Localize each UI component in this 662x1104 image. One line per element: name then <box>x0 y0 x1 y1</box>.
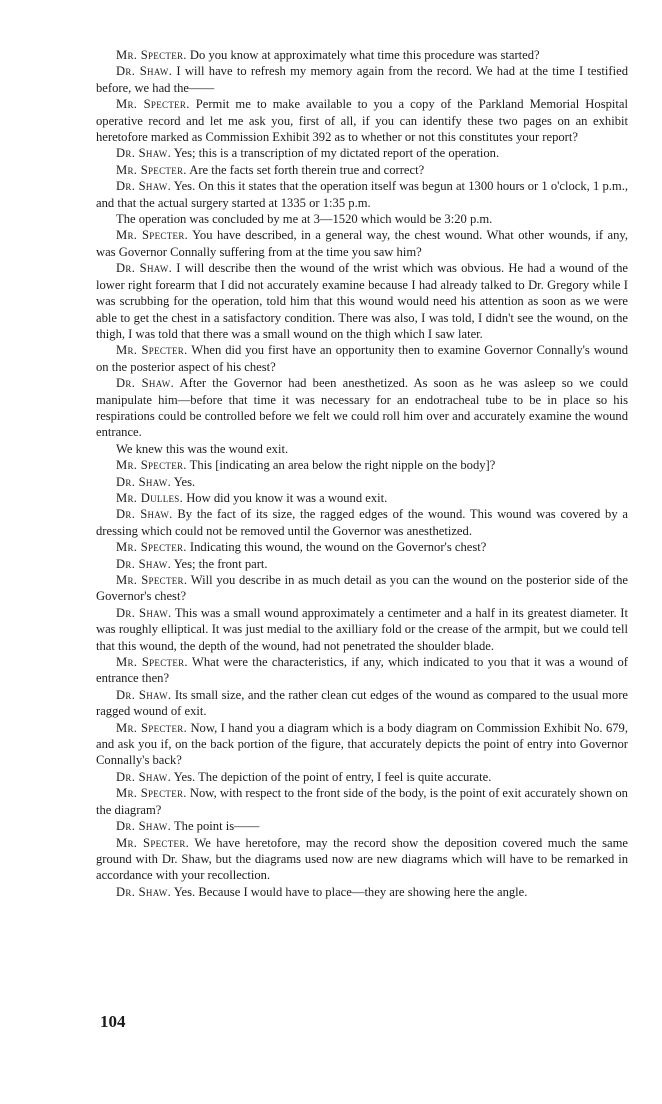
transcript-paragraph <box>96 96 628 145</box>
speaker-name: Mr. Specter. <box>116 162 187 177</box>
transcript-paragraph <box>96 145 628 161</box>
speaker-name: Dr. Shaw. <box>116 884 172 899</box>
transcript-paragraph <box>96 785 628 818</box>
speaker-name: Dr. Shaw. <box>116 474 172 489</box>
speaker-name: Mr. Specter. <box>116 786 187 801</box>
transcript-body <box>96 47 628 900</box>
speaker-name: Mr. Specter. <box>116 573 188 587</box>
speaker-name: Dr. Shaw. <box>116 819 172 834</box>
transcript-paragraph <box>96 441 628 457</box>
testimony-text: This [indicating an area below the right nipple on the body]? <box>186 458 496 473</box>
transcript-paragraph <box>96 63 628 96</box>
transcript-paragraph <box>96 260 628 342</box>
testimony-text: When did you first have an opportunity then to examine Governor Connally's wound on the posterior aspect of his chest? <box>96 343 628 374</box>
speaker-name: Mr. Specter. <box>116 458 187 473</box>
speaker-name: Mr. Specter. <box>116 228 189 243</box>
speaker-name: Mr. Specter. <box>116 48 187 62</box>
testimony-text: I will have to refresh my memory again from the record. We had at the time I testified before, we had the—— <box>96 64 628 95</box>
testimony-text: I will describe then the wound of the wrist which was obvious. He had a wound of the lower right forearm that I did not accurately examine because I had already talked to Dr. Gregory while I was scrubbing for the operation, told him that this wound would need his attention as soon as we were able to get the chest in a satisfactory condition. There was also, I was told, I didn't see the wound, on the thigh, I was told that there was a small wound on the thigh which I saw later. <box>96 261 628 341</box>
page-number: 104 <box>100 1012 126 1031</box>
speaker-name: Dr. Shaw. <box>116 146 172 161</box>
testimony-text: Permit me to make available to you a copy of the Parkland Memorial Hospital operative record and let me ask you, first of all, if you can identify these two pages on an exhibit heretofore marked as Commission Exhibit 392 as to whether or not this constitutes your report? <box>96 97 628 145</box>
testimony-text: Yes. Because I would have to place—they are showing here the angle. <box>171 884 528 899</box>
transcript-paragraph <box>96 835 628 884</box>
testimony-text: What were the characteristics, if any, which indicated to you that it was a wound of entrance then? <box>96 655 628 686</box>
transcript-paragraph <box>96 769 628 785</box>
testimony-text: Do you know at approximately what time this procedure was started? <box>186 48 540 62</box>
transcript-paragraph <box>96 178 628 211</box>
testimony-text: By the fact of its size, the ragged edges of the wound. This wound was covered by a dressing which could not be removed until the Governor was anesthetized. <box>96 507 628 538</box>
transcript-paragraph <box>96 654 628 687</box>
testimony-text: Yes; the front part. <box>171 556 268 571</box>
testimony-text: You have described, in a general way, the chest wound. What other wounds, if any, was Governor Connally suffering from at the time you saw him? <box>96 228 629 259</box>
speaker-name: Dr. Shaw. <box>116 769 172 784</box>
transcript-paragraph <box>96 47 628 63</box>
speaker-name: Mr. Specter. <box>116 343 188 358</box>
testimony-text: Yes. On this it states that the operation itself was begun at 1300 hours or 1 o'clock, 1 p.m., and that the actual surgery started at 1335 or 1:35 p.m. <box>96 179 628 210</box>
testimony-text: We knew this was the wound exit. <box>116 441 289 456</box>
speaker-name: Mr. Specter. <box>116 655 188 670</box>
transcript-paragraph <box>96 375 628 441</box>
testimony-text: Are the facts set forth therein true and correct? <box>186 162 425 177</box>
transcript-paragraph <box>96 474 628 490</box>
speaker-name: Dr. Shaw. <box>116 556 172 571</box>
transcript-paragraph <box>96 162 628 178</box>
speaker-name: Mr. Specter. <box>116 540 187 555</box>
testimony-text: Now, with respect to the front side of the body, is the point of exit accurately shown on the diagram? <box>96 786 628 817</box>
speaker-name: Mr. Specter. <box>116 720 188 735</box>
transcript-paragraph <box>96 720 628 769</box>
transcript-paragraph <box>96 457 628 473</box>
speaker-name: Dr. Shaw. <box>116 605 172 620</box>
transcript-paragraph <box>96 211 628 227</box>
transcript-paragraph <box>96 818 628 834</box>
speaker-name: Dr. Shaw. <box>116 687 172 702</box>
testimony-text: How did you know it was a wound exit. <box>183 490 388 505</box>
speaker-name: Dr. Shaw. <box>116 376 175 391</box>
transcript-paragraph <box>96 884 628 900</box>
transcript-paragraph <box>96 687 628 720</box>
testimony-text: Yes. <box>171 474 196 489</box>
speaker-name: Mr. Dulles. <box>116 490 184 505</box>
testimony-text: After the Governor had been anesthetized. As soon as he was asleep so we could manipulate him—before that time it was necessary for an endotracheal tube to be in place so his respirations could be controlled before we felt we could roll him over and accurately examine the wound entrance. <box>96 376 628 440</box>
testimony-text: The point is—— <box>171 819 260 834</box>
transcript-paragraph <box>96 539 628 555</box>
testimony-text: We have heretofore, may the record show the deposition covered much the same ground with Dr. Shaw, but the diagrams used now are new diagrams which will have to be remarked in accordance with your recollection. <box>96 835 628 883</box>
testimony-text: Will you describe in as much detail as you can the wound on the posterior side of the Governor's chest? <box>96 573 628 604</box>
transcript-paragraph <box>96 572 628 605</box>
transcript-paragraph <box>96 227 628 260</box>
transcript-paragraph <box>96 605 628 654</box>
testimony-text: Yes. The depiction of the point of entry, I feel is quite accurate. <box>171 769 492 784</box>
transcript-paragraph <box>96 490 628 506</box>
testimony-text: Now, I hand you a diagram which is a body diagram on Commission Exhibit No. 679, and ask you if, on the back portion of the figure, that accurately depicts the point of entry into Governor Connally's back? <box>96 720 628 768</box>
testimony-text: The operation was concluded by me at 3—1520 which would be 3:20 p.m. <box>116 212 493 227</box>
speaker-name: Dr. Shaw. <box>116 507 173 522</box>
speaker-name: Dr. Shaw. <box>116 64 173 79</box>
speaker-name: Dr. Shaw. <box>116 179 172 194</box>
testimony-text: This was a small wound approximately a centimeter and a half in its greatest diameter. It was roughly elliptical. It was just medial to the axilliary fold or the crease of the armpit, but we could tell that this wound, the depth of the wound, had not penetrated the shoulder blade. <box>96 605 628 653</box>
transcript-paragraph <box>96 506 628 539</box>
transcript-paragraph <box>96 342 628 375</box>
speaker-name: Dr. Shaw. <box>116 261 173 276</box>
transcript-paragraph <box>96 556 628 572</box>
testimony-text: Its small size, and the rather clean cut edges of the wound as compared to the usual more ragged wound of exit. <box>96 687 628 719</box>
speaker-name: Mr. Specter. <box>116 97 190 112</box>
speaker-name: Mr. Specter. <box>116 835 190 850</box>
testimony-text: Yes; this is a transcription of my dictated report of the operation. <box>171 146 500 161</box>
testimony-text: Indicating this wound, the wound on the Governor's chest? <box>186 540 487 555</box>
